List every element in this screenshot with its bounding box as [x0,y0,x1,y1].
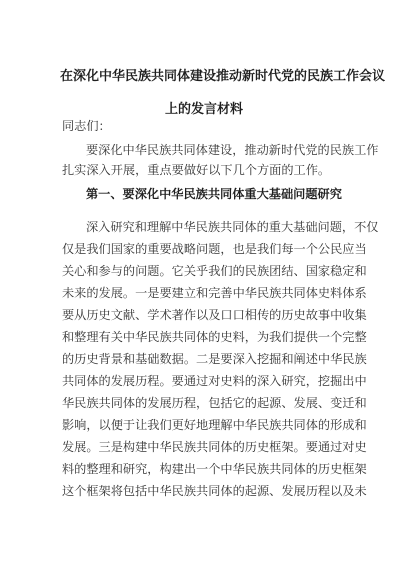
body-line: 未来的发展。一是要建立和完善中华民族共同体史料体系 [62,286,367,300]
body-line: 共同体的发展历程。要通过对史料的深入研究，挖掘出中 [62,374,367,388]
body-line: 深入研究和理解中华民族共同体的重大基础问题，不仅 [86,220,379,234]
document-title-line-1: 在深化中华民族共同体建设推动新时代党的民族工作会议 [60,69,386,84]
salutation: 同志们： [62,119,111,133]
body-line: 和整理有关中华民族共同体的史料，为我们提供一个完整 [62,330,367,344]
section-heading: 第一、要深化中华民族共同体重大基础问题研究 [86,187,342,201]
body-line: 影响，以便于让我们更好地理解中华民族共同体的形成和 [62,418,367,432]
body-line: 发展。三是构建中华民族共同体的历史框架。要通过对史 [62,440,367,454]
intro-line: 要深化中华民族共同体建设，推动新时代党的民族工作 [86,143,379,157]
body-line: 料的整理和研究，构建出一个中华民族共同体的历史框架 [62,462,367,476]
intro-line: 扎实深入开展，重点要做好以下几个方面的工作。 [62,163,331,177]
body-line: 关心和参与的问题。它关乎我们的民族团结、国家稳定和 [62,264,367,278]
body-line: 要从历史文献、学术著作以及口口相传的历史故事中收集 [62,308,367,322]
body-line: 华民族共同体的发展历程，包括它的起源、发展、变迁和 [62,396,367,410]
document-title-line-2: 上的发言材料 [164,102,243,117]
body-line: 仅是我们国家的重要战略问题，也是我们每一个公民应当 [62,242,367,256]
body-line: 的历史背景和基础数据。二是要深入挖掘和阐述中华民族 [62,352,367,366]
body-line: 这个框架将包括中华民族共同体的起源、发展历程以及未 [62,484,367,498]
